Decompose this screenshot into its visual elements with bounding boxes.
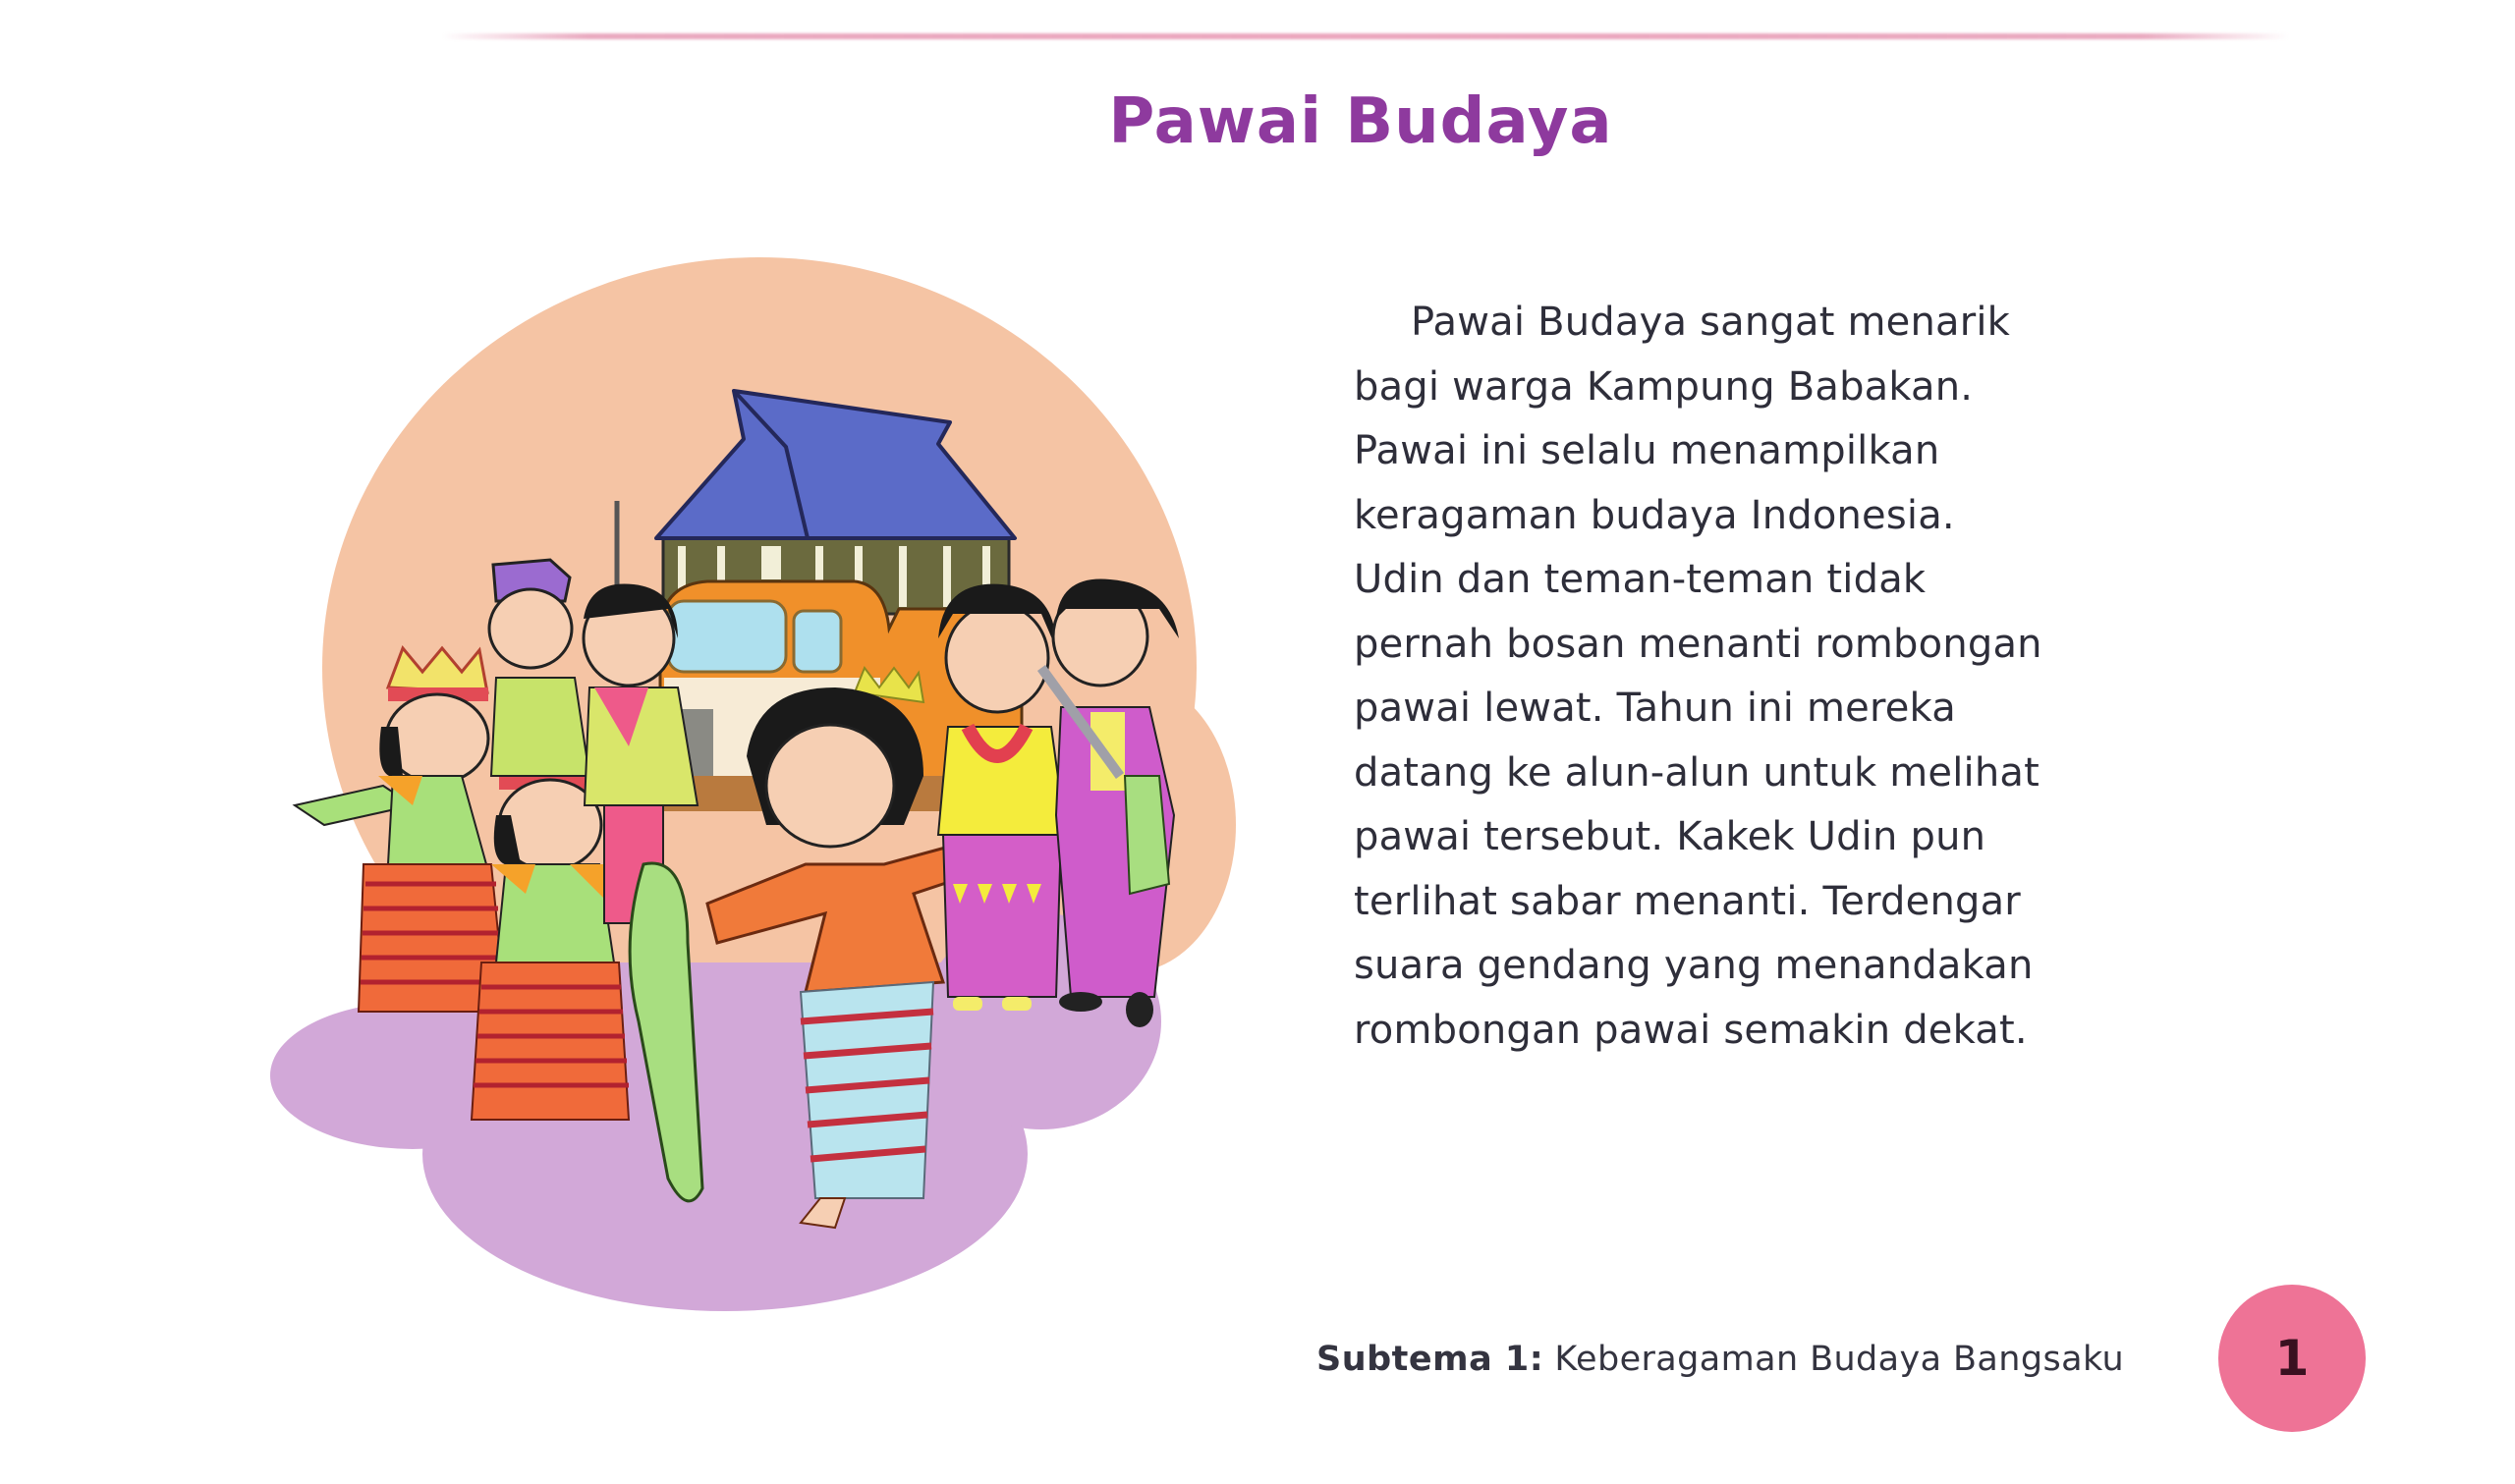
story-line: suara gendang yang menandakan [1354, 943, 2034, 988]
subtema-label: Subtema 1: [1316, 1340, 1544, 1379]
page-footer [1316, 1332, 2201, 1387]
girl-yellow-dress [938, 584, 1066, 1011]
story-line: pernah bosan menanti rombongan [1354, 621, 2042, 667]
story-paragraph [1354, 291, 2238, 1063]
story-line: pawai tersebut. Kakek Udin pun [1354, 814, 1986, 859]
story-line: Udin dan teman-teman tidak [1354, 557, 1927, 602]
cultural-parade-illustration [255, 246, 1248, 1326]
story-line: datang ke alun-alun untuk melihat [1354, 749, 2040, 796]
story-line: Pawai ini selalu menampilkan [1354, 428, 1940, 473]
story-line: keragaman budaya Indonesia. [1354, 492, 1955, 538]
page-title: Pawai Budaya [1108, 85, 1613, 158]
story-line: bagi warga Kampung Babakan. [1354, 363, 1974, 410]
story-line: terlihat sabar menanti. Terdengar [1354, 878, 2021, 924]
page-number-badge [2218, 1285, 2366, 1432]
page-number: 1 [2274, 1330, 2310, 1387]
story-line: rombongan pawai semakin dekat. [1354, 1007, 2028, 1053]
subtema-title: Keberagaman Budaya Bangsaku [1554, 1340, 2125, 1379]
story-line: Pawai Budaya sangat menarik [1411, 300, 2011, 345]
story-line: pawai lewat. Tahun ini mereka [1354, 686, 1956, 731]
top-divider [442, 33, 2289, 39]
